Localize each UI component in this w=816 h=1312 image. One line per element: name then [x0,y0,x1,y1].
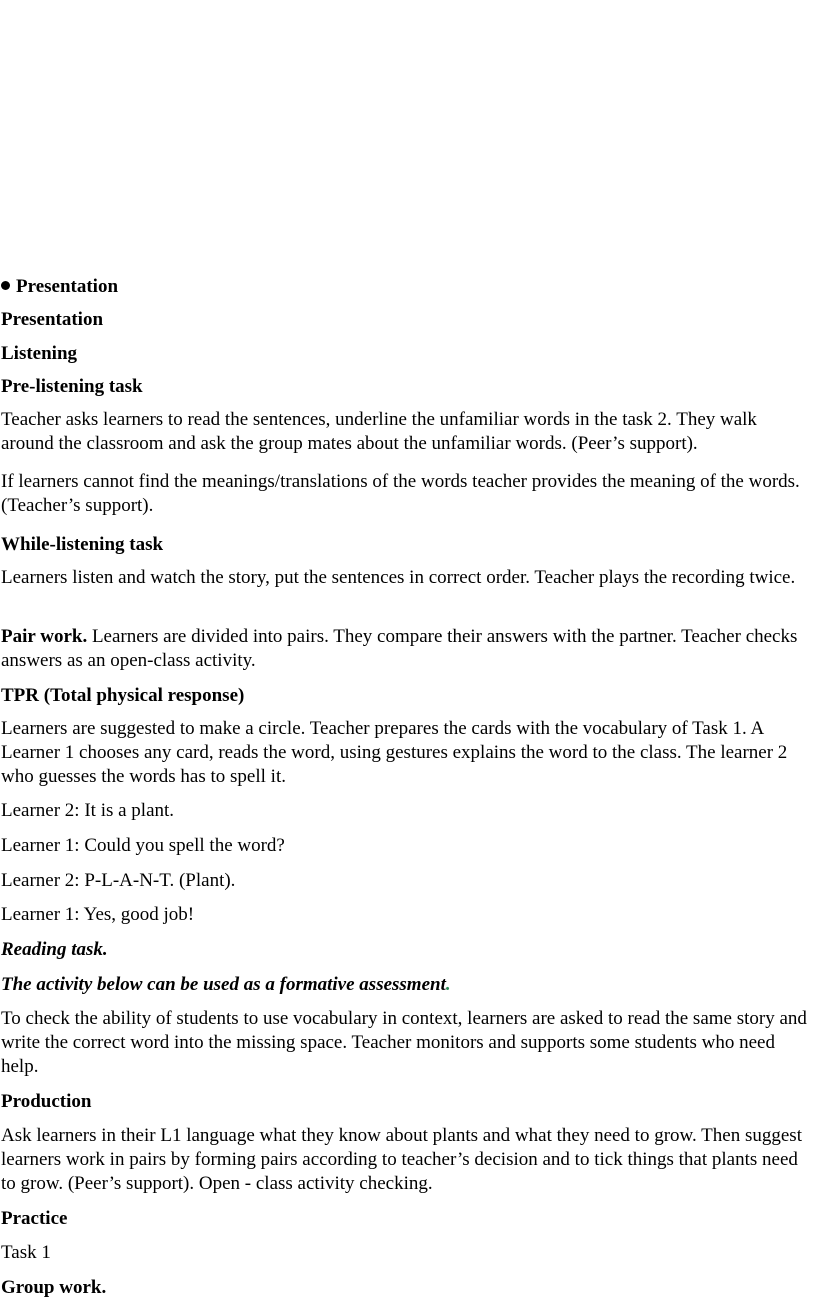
para-prelistening-1: Teacher asks learners to read the sentences, underline the unfamiliar words in the task 2. They walk around the classroom and ask the group mates about the unfamiliar words. (Peer’s support). [1,409,757,454]
formative-note-dot: . [445,974,451,995]
pairwork-text: Learners are divided into pairs. They compare their answers with the partner. Teacher checks answers as an open-class activity. [1,626,798,671]
heading-whilelistening: While-listening task [1,534,164,555]
para-pairwork [1,625,813,673]
para-prelistening-2: If learners cannot find the meanings/translations of the words teacher provides the meaning of the words. (Teacher’s support). [1,471,800,516]
formative-note-text: The activity below can be used as a formative assessment [1,974,446,995]
para-production: Ask learners in their L1 language what they know about plants and what they need to grow. Then suggest learners work in pairs by forming pairs according to teacher’s decision and to tick things that plants need to grow. (Peer’s support). Open - class activity checking. [1,1125,802,1194]
heading-tpr: TPR (Total physical response) [1,685,245,706]
formative-note [1,973,813,997]
para-tpr: Learners are suggested to make a circle. Teacher prepares the cards with the vocabulary of Task 1. A Learner 1 chooses any card, reads the word, using gestures explains the word to the class. The learner 2 who guesses the words has to spell it. [1,718,788,787]
dialogue-line-2: Learner 1: Could you spell the word? [1,835,285,856]
heading-presentation: Presentation [1,309,104,330]
dialogue-line-3: Learner 2: P-L-A-N-T. (Plant). [1,870,236,891]
bullet-heading-text: Presentation [16,276,119,297]
heading-reading: Reading task. [1,939,108,960]
para-reading: To check the ability of students to use vocabulary in context, learners are asked to read the same story and write the correct word into the missing space. Teacher monitors and supports some students who need help. [1,1008,807,1077]
heading-groupwork: Group work. [1,1277,107,1298]
bullet-icon [1,281,10,290]
bullet-heading [1,275,813,299]
pairwork-label: Pair work. [1,626,88,647]
task-1-label: Task 1 [1,1242,51,1263]
para-whilelistening: Learners listen and watch the story, put the sentences in correct order. Teacher plays the recording twice. [1,567,796,588]
dialogue-line-4: Learner 1: Yes, good job! [1,904,195,925]
heading-practice: Practice [1,1208,68,1229]
heading-listening: Listening [1,343,78,364]
heading-prelistening: Pre-listening task [1,376,143,397]
heading-production: Production [1,1091,92,1112]
dialogue-line-1: Learner 2: It is a plant. [1,800,175,821]
